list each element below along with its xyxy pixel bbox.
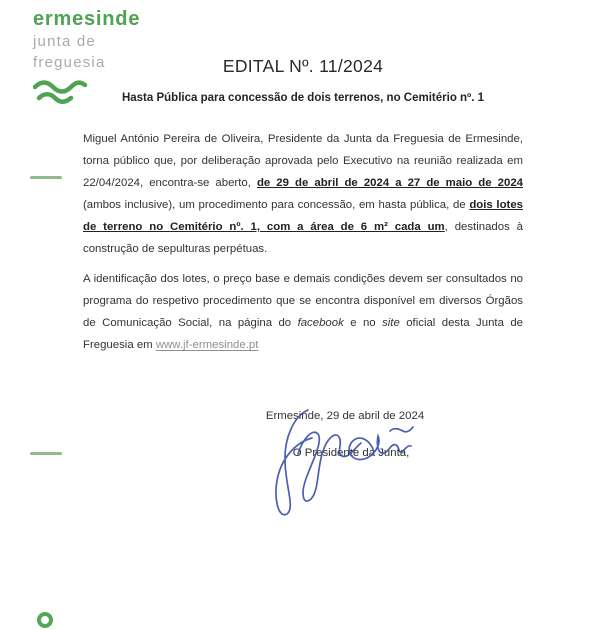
dateline: Ermesinde, 29 de abril de 2024	[265, 410, 425, 422]
signature-handwriting-icon	[262, 400, 422, 525]
p1-lots-emphasis: dois lotes de terreno no Cemitério nº. 1, com a área de 6 m² cada um	[83, 199, 523, 233]
margin-mark-bottom	[30, 452, 62, 455]
logo-subtitle-line1: junta de	[33, 33, 96, 50]
waves-icon	[33, 79, 89, 105]
p1-dates-emphasis: de 29 de abril de 2024 a 27 de maio de 2024	[256, 177, 523, 189]
signature-title: O Presidente da Junta,	[292, 447, 410, 459]
document-body	[83, 0, 523, 459]
p1-text: Miguel António Pereira de Oliveira, Presidente da Junta da Freguesia de Ermesinde, torna público que, por deliberação aprovada pelo Executivo na reunião realizada em 22/04/2024, encontra-se aberto,	[83, 133, 523, 189]
p2-text-2: e no	[343, 317, 383, 329]
p1-text-3: , destinados à construção de sepulturas perpétuas.	[83, 221, 523, 255]
location-ring-icon	[37, 612, 53, 628]
p2-text: A identificação dos lotes, o preço base e demais condições devem ser consultados no programa do respetivo procedimento que se encontra disponível em diversos Órgãos de Comunicação Social, na página do	[83, 273, 523, 329]
website-link: www.jf-ermesinde.pt	[155, 339, 259, 351]
document-title: EDITAL Nº. 11/2024	[222, 56, 384, 76]
paragraph-2	[83, 268, 523, 356]
margin-mark-top	[30, 176, 62, 179]
p2-site-italic: site	[382, 317, 400, 329]
logo-brand: ermesinde	[33, 8, 141, 30]
p2-text-3: oficial desta Junta de Freguesia em	[83, 317, 523, 351]
p2-facebook-italic: facebook	[297, 317, 344, 329]
logo-subtitle-line2: freguesia	[33, 54, 106, 71]
paragraph-1	[83, 128, 523, 260]
document-subtitle: Hasta Pública para concessão de dois terrenos, no Cemitério nº. 1	[121, 92, 485, 104]
p1-text-2: (ambos inclusive), um procedimento para concessão, em hasta pública, de	[83, 199, 470, 211]
